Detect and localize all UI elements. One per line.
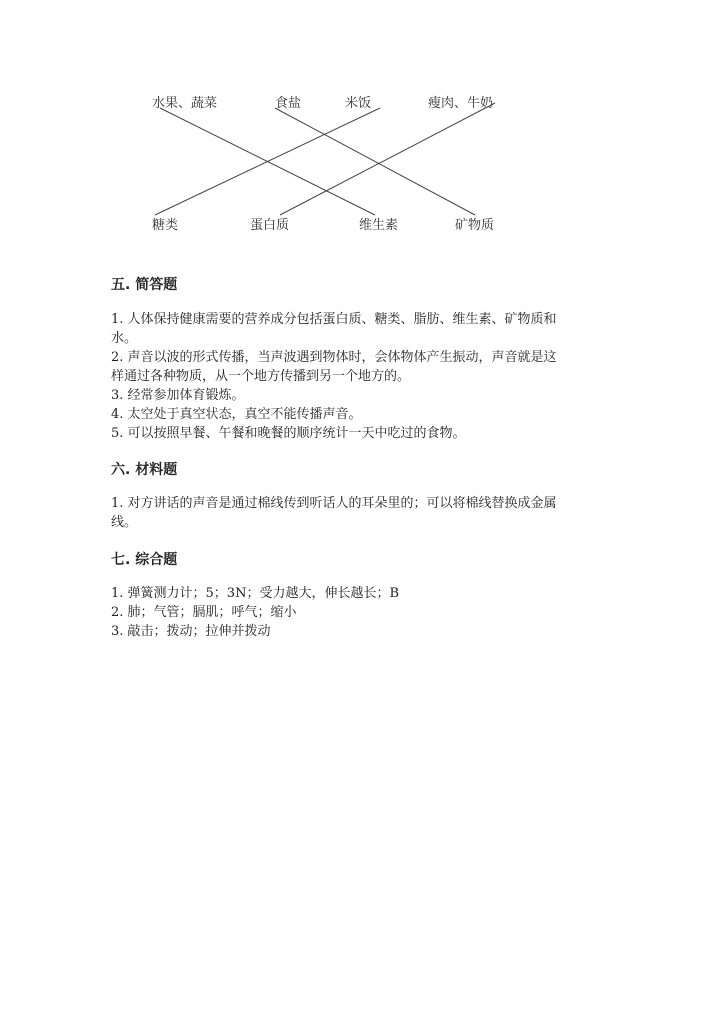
answer-line: 5. 可以按照早餐、午餐和晚餐的顺序统计一天中吃过的食物。 <box>111 426 466 441</box>
match-line-salt-mineral <box>275 108 475 215</box>
section-6-title: 六. 材料题 <box>111 462 178 478</box>
answer-line: 样通过各种物质，从一个地方传播到另一个地方的。 <box>111 369 411 384</box>
answer-line: 水。 <box>111 331 138 346</box>
answer-line: 1. 人体保持健康需要的营养成分包括蛋白质、糖类、脂肪、维生素、矿物质和 <box>111 312 557 327</box>
section-5-answers <box>111 310 611 443</box>
answer-line: 2. 声音以波的形式传播，当声波遇到物体时，会体物体产生振动，声音就是这 <box>111 350 557 365</box>
answer-line: 1. 对方讲话的声音是通过棉线传到听话人的耳朵里的；可以将棉线替换成金属 <box>111 496 557 511</box>
match-top-item-1: 水果、蔬菜 <box>152 96 218 111</box>
match-top-item-2: 食盐 <box>275 96 302 111</box>
answer-line: 3. 经常参加体育锻炼。 <box>111 388 245 403</box>
answer-line: 1. 弹簧测力计；5；3N；受力越大，伸长越长；B <box>111 586 400 601</box>
match-bottom-item-1: 糖类 <box>152 218 179 233</box>
match-line-rice-sugar <box>155 108 380 215</box>
answer-line: 2. 肺；气管；膈肌；呼气；缩小 <box>111 605 297 620</box>
answer-line: 3. 敲击；拨动；拉伸并拨动 <box>111 624 271 639</box>
section-6-answers <box>111 494 611 532</box>
matching-diagram <box>140 88 520 238</box>
section-7-title: 七. 综合题 <box>111 552 178 568</box>
match-bottom-item-2: 蛋白质 <box>250 218 290 233</box>
match-top-item-4: 瘦肉、牛奶 <box>428 96 494 111</box>
answer-line: 线。 <box>111 515 138 530</box>
section-7-answers <box>111 584 611 641</box>
match-top-item-3: 米饭 <box>345 96 372 111</box>
answer-line: 4. 太空处于真空状态，真空不能传播声音。 <box>111 407 362 422</box>
section-5-title: 五. 简答题 <box>111 277 178 293</box>
match-bottom-item-3: 维生素 <box>359 218 399 233</box>
match-bottom-item-4: 矿物质 <box>455 218 495 233</box>
match-line-meat-protein <box>280 103 495 215</box>
